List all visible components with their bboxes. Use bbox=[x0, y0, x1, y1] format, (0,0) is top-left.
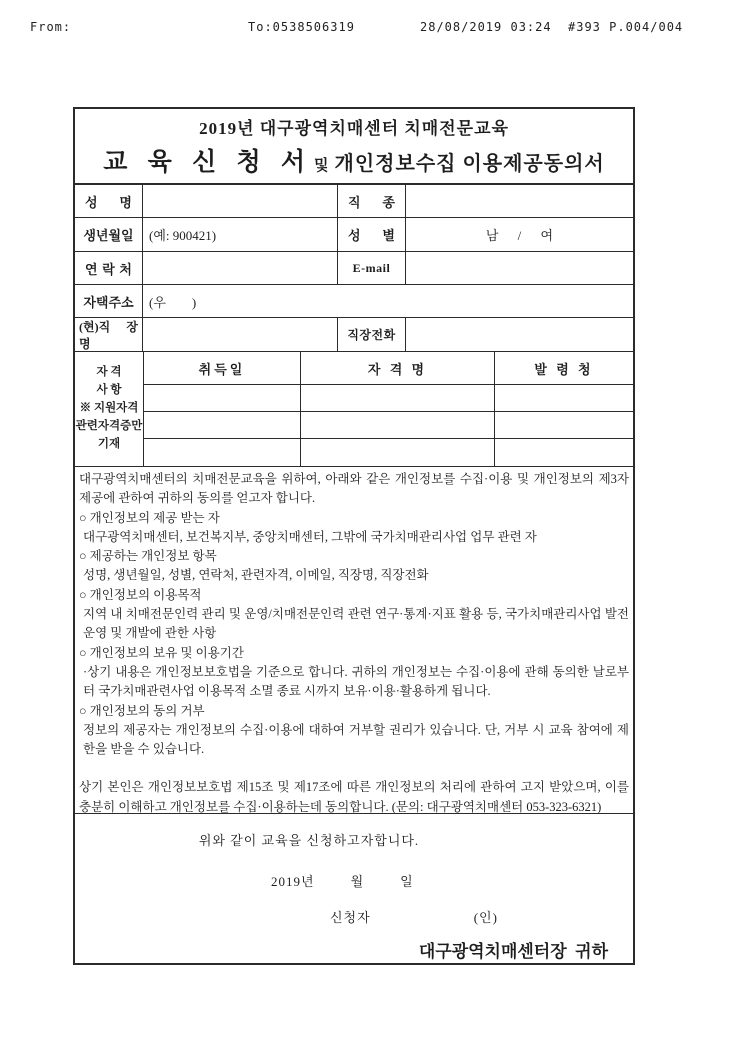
applicant-label: 신청자 bbox=[330, 910, 371, 925]
fax-page-counter: #393 P.004/004 bbox=[568, 20, 684, 34]
closing-block bbox=[75, 813, 633, 963]
qual-row1-date-cell bbox=[144, 385, 301, 412]
fax-datetime: 28/08/2019 03:24 bbox=[420, 20, 552, 34]
fax-to-number: To:0538506319 bbox=[248, 20, 355, 34]
application-statement: 위와 같이 교육을 신청하고자합니다. bbox=[198, 833, 420, 848]
qual-side-line2: 사 항 bbox=[96, 384, 122, 397]
qual-col-issuer bbox=[495, 352, 633, 385]
qual-side-line5: 기재 bbox=[97, 437, 121, 450]
consent-body-items: 성명, 생년월일, 성별, 연락처, 관련자격, 이메일, 직장명, 직장전화 bbox=[83, 568, 429, 583]
consent-acknowledgement: 상기 본인은 개인정보보호법 제15조 및 제17조에 따른 개인정보의 처리에 관하여 고지 받았으며, 이를 충분히 이해하고 개인정보를 수집·이용하는데 동의합니다. (문의: 대구광역치매센터 053-323-6321) bbox=[79, 780, 629, 813]
consent-heading-retention: ○ 개인정보의 보유 및 이용기간 bbox=[79, 645, 244, 660]
qual-col-name: 자 격 명 bbox=[301, 352, 495, 385]
fax-header bbox=[0, 16, 744, 40]
gender-options-cell bbox=[406, 218, 633, 251]
form-title-and: 및 bbox=[314, 158, 329, 174]
applicant-line bbox=[330, 907, 633, 926]
form-title-box bbox=[75, 109, 633, 185]
qual-row2-name-cell bbox=[301, 412, 495, 439]
birth-input-cell bbox=[143, 218, 338, 251]
qualifications-table bbox=[75, 352, 633, 467]
consent-heading-refusal: ○ 개인정보의 동의 거부 bbox=[79, 703, 205, 718]
qual-row3-name-cell bbox=[301, 439, 495, 466]
job-label-cell bbox=[338, 185, 406, 217]
seal-label: (인) bbox=[473, 910, 498, 925]
addressee: 대구광역치매센터장 귀하 bbox=[418, 942, 608, 961]
gender-label: 성 별 bbox=[348, 228, 395, 243]
fax-from-label: From: bbox=[30, 20, 72, 34]
name-label-cell bbox=[75, 185, 143, 217]
date-line bbox=[271, 871, 633, 890]
consent-body-refusal: 정보의 제공자는 개인정보의 수집·이용에 대하여 거부할 권리가 있습니다. 단, 거부 시 교육 참여에 제한을 받을 수 있습니다. bbox=[83, 722, 629, 757]
email-input-cell bbox=[406, 252, 633, 284]
consent-body-purpose: 지역 내 치매전문인력 관리 및 운영/치매전문인력 관련 연구·통계·지표 활용 등, 국가치매관리사업 발전운영 및 개발에 관한 사항 bbox=[83, 607, 629, 641]
qual-side-line3: ※ 지원자격 bbox=[79, 402, 139, 415]
row-birth-gender bbox=[75, 218, 633, 252]
contact-label: 연 락 처 bbox=[85, 261, 132, 277]
qual-row1-name-cell bbox=[301, 385, 495, 412]
job-label: 직 종 bbox=[348, 194, 395, 210]
workplace-label-cell bbox=[75, 318, 143, 351]
qualifications-side-label bbox=[75, 352, 144, 466]
qual-row1-issuer-cell bbox=[495, 385, 633, 412]
gender-label-cell bbox=[338, 218, 406, 251]
contact-label-cell bbox=[75, 252, 143, 284]
name-label: 성 명 bbox=[85, 194, 132, 210]
qual-row2-issuer-cell bbox=[495, 412, 633, 439]
email-label-cell bbox=[338, 252, 406, 284]
workphone-label: 직장전화 bbox=[347, 328, 396, 342]
consent-intro: 대구광역치매센터의 치매전문교육을 위하여, 아래와 같은 개인정보를 수집·이용 및 개인정보의 제3자 제공에 관하여 귀하의 동의를 얻고자 합니다. bbox=[79, 472, 629, 506]
privacy-consent-text bbox=[75, 467, 633, 813]
date-day: 일 bbox=[400, 874, 414, 889]
qual-col-acquired-date: 취득일 bbox=[144, 352, 301, 385]
qual-row3-issuer-cell bbox=[495, 439, 633, 466]
address-input-cell bbox=[143, 285, 633, 317]
application-form bbox=[73, 107, 635, 965]
workplace-input-cell bbox=[143, 318, 338, 351]
birth-example-text: (예: 900421) bbox=[149, 228, 217, 243]
address-label-cell bbox=[75, 285, 143, 317]
birth-label: 생년월일 bbox=[83, 228, 134, 243]
name-input-cell bbox=[143, 185, 338, 217]
contact-input-cell bbox=[143, 252, 338, 284]
form-subtitle: 2019년 대구광역치매센터 치매전문교육 bbox=[199, 119, 509, 138]
qual-side-line4: 관련자격증만 bbox=[75, 419, 143, 432]
consent-heading-items: ○ 제공하는 개인정보 항목 bbox=[79, 549, 217, 564]
qual-row3-date-cell bbox=[144, 439, 301, 466]
consent-body-retention: ·상기 내용은 개인정보보호법을 기준으로 합니다. 귀하의 개인정보는 수집·이용에 관해 동의한 날로부터 국가치매관련사업 이용목적 소멸 종료 시까지 보유·이용·활용하게 됩니다. bbox=[83, 664, 629, 699]
postal-code-prefix: (우 ) bbox=[149, 294, 197, 310]
workphone-label-cell bbox=[338, 318, 406, 351]
qual-row2-date-cell bbox=[144, 412, 301, 439]
row-address bbox=[75, 285, 633, 318]
row-name-occupation bbox=[75, 185, 633, 218]
qual-col-issuer-label: 발 령 청 bbox=[534, 361, 594, 377]
date-month: 월 bbox=[350, 874, 365, 889]
consent-heading-recipients: ○ 개인정보의 제공 받는 자 bbox=[79, 510, 220, 525]
form-title-consent: 개인정보수집 이용제공동의서 bbox=[334, 153, 605, 175]
qual-side-line1: 자 격 bbox=[96, 366, 122, 379]
address-label: 자택주소 bbox=[83, 294, 134, 310]
job-input-cell bbox=[406, 185, 633, 217]
birth-label-cell bbox=[75, 218, 143, 251]
gender-options-text: 남 / 여 bbox=[485, 228, 554, 243]
workphone-input-cell bbox=[406, 318, 633, 351]
row-workplace-phone bbox=[75, 318, 633, 352]
consent-body-recipients: 대구광역치매센터, 보건복지부, 중앙치매센터, 그밖에 국가치매관리사업 업무 관련 자 bbox=[83, 529, 537, 544]
workplace-label: (현)직 장 명 bbox=[79, 319, 138, 351]
consent-heading-purpose: ○ 개인정보의 이용목적 bbox=[79, 587, 202, 602]
row-contact-email bbox=[75, 252, 633, 285]
form-title-main: 교 육 신 청 서 bbox=[103, 149, 313, 176]
form-title bbox=[103, 142, 604, 178]
date-year: 2019년 bbox=[271, 874, 315, 889]
email-label: E-mail bbox=[352, 260, 391, 275]
